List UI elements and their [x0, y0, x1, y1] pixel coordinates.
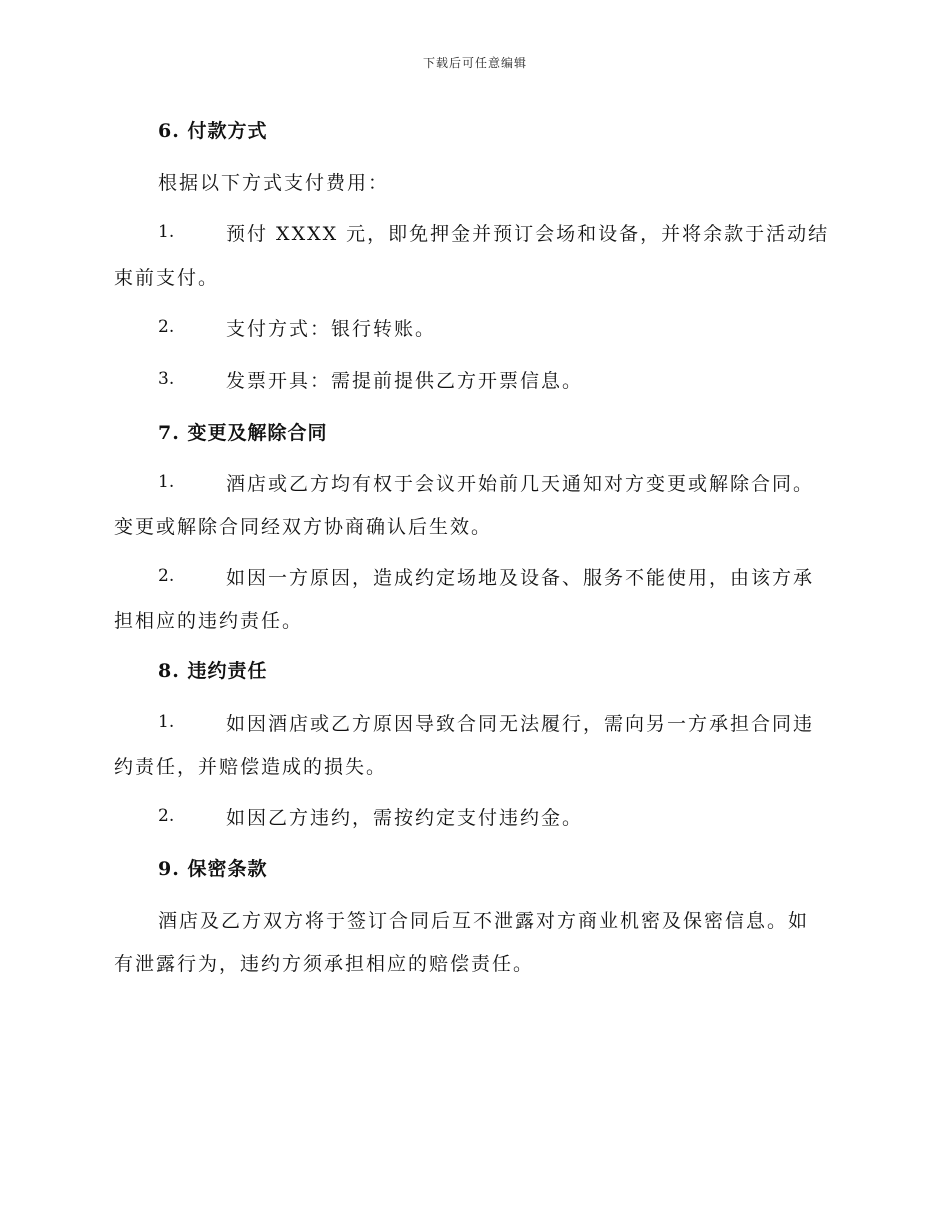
section-heading-payment: 6. 付款方式	[158, 120, 268, 142]
section-heading-amendment: 7. 变更及解除合同	[158, 422, 328, 444]
list-item-number: 2.	[158, 806, 175, 826]
list-item-number: 3.	[158, 369, 175, 389]
page-header: 下载后可任意编辑	[422, 56, 527, 70]
confidentiality-body-line: 酒店及乙方双方将于签订合同后互不泄露对方商业机密及保密信息。如	[158, 910, 810, 932]
list-item-number: 1.	[158, 472, 175, 492]
list-item-continuation: 担相应的违约责任。	[114, 610, 304, 632]
section-heading-breach: 8. 违约责任	[158, 660, 268, 682]
list-item-number: 1.	[158, 712, 175, 732]
section-heading-confidentiality: 9. 保密条款	[158, 858, 268, 880]
list-item-continuation: 束前支付。	[114, 267, 220, 289]
list-item-text: 酒店或乙方均有权于会议开始前几天通知对方变更或解除合同。	[226, 473, 815, 495]
list-item-text: 支付方式：银行转账。	[226, 318, 437, 340]
payment-intro: 根据以下方式支付费用：	[158, 172, 390, 194]
list-item-number: 2.	[158, 566, 175, 586]
list-item-number: 1.	[158, 222, 175, 242]
list-item-text: 如因酒店或乙方原因导致合同无法履行，需向另一方承担合同违	[226, 713, 815, 735]
list-item-continuation: 变更或解除合同经双方协商确认后生效。	[114, 516, 493, 538]
list-item-text: 发票开具：需提前提供乙方开票信息。	[226, 370, 584, 392]
confidentiality-body-continuation: 有泄露行为，违约方须承担相应的赔偿责任。	[114, 953, 535, 975]
list-item-text: 预付 XXXX 元，即免押金并预订会场和设备，并将余款于活动结	[226, 223, 830, 245]
list-item-number: 2.	[158, 317, 175, 337]
list-item-continuation: 约责任，并赔偿造成的损失。	[114, 756, 388, 778]
list-item-text: 如因一方原因，造成约定场地及设备、服务不能使用，由该方承	[226, 567, 815, 589]
list-item-text: 如因乙方违约，需按约定支付违约金。	[226, 807, 584, 829]
